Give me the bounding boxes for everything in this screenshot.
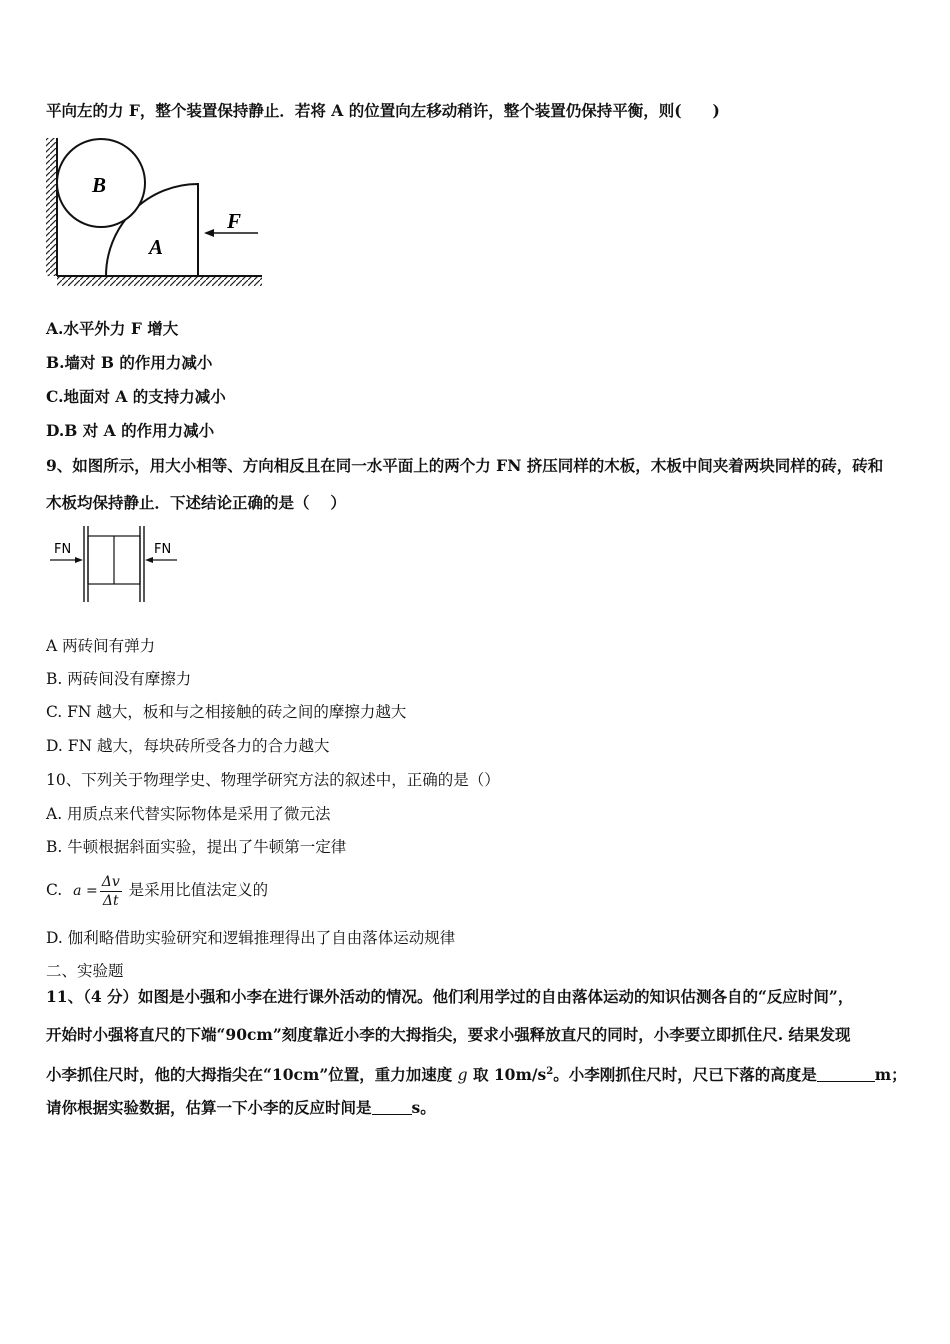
q11-line2: 开始时小强将直尺的下端“90cm”刻度靠近小李的大拇指尖，要求小强释放直尺的同时，小李要立即抓住尺. 结果发现 bbox=[46, 1025, 851, 1044]
q10-option-c-suffix: 是采用比值法定义的 bbox=[128, 881, 269, 899]
q10-option-c bbox=[46, 870, 268, 911]
left-force-head bbox=[75, 557, 83, 563]
q9-option-a: A 两砖间有弹力 bbox=[46, 637, 156, 655]
q9-option-b: B. 两砖间没有摩擦力 bbox=[46, 670, 192, 688]
q11-line4 bbox=[46, 1097, 436, 1119]
q10-option-b: B. 牛顿根据斜面实验，提出了牛顿第一定律 bbox=[46, 838, 347, 856]
q10-option-c-prefix: C. bbox=[46, 881, 63, 899]
q8-figure bbox=[44, 136, 269, 288]
q9-option-d: D. FN 越大，每块砖所受各力的合力越大 bbox=[46, 737, 330, 755]
floor-hatch bbox=[57, 277, 262, 286]
q10-formula-denominator: Δt bbox=[102, 892, 119, 909]
right-force-label: FN bbox=[154, 542, 172, 557]
q9-figure bbox=[46, 524, 181, 604]
q8-option-b: B.墙对 B 的作用力减小 bbox=[46, 353, 213, 372]
q11-gravity-symbol: g bbox=[457, 1066, 468, 1084]
q11-line3-a: 小李抓住尺时，他的大拇指尖在“10cm”位置，重力加速度 bbox=[46, 1065, 453, 1084]
q10-formula-numerator: Δv bbox=[101, 873, 120, 890]
q11-time-blank[interactable] bbox=[372, 1098, 412, 1115]
q8-option-d: D.B 对 A 的作用力减小 bbox=[46, 421, 215, 440]
q9-option-c: C. FN 越大，板和与之相接触的砖之间的摩擦力越大 bbox=[46, 703, 407, 721]
q10-formula-lhs: a = bbox=[73, 883, 98, 899]
q9-stem-line1: 9、如图所示，用大小相等、方向相反且在同一水平面上的两个力 FN 挤压同样的木板，木板中间夹着两块同样的砖，砖和 bbox=[46, 456, 884, 475]
label-a: A bbox=[149, 235, 164, 259]
q11-height-blank[interactable] bbox=[817, 1065, 875, 1082]
q11-line3-d: m； bbox=[874, 1065, 907, 1084]
q8-stem: 平向左的力 F，整个装置保持静止．若将 A 的位置向左移动稍许，整个装置仍保持平衡，则( ) bbox=[46, 101, 720, 120]
q10-option-d: D. 伽利略借助实验研究和逻辑推理得出了自由落体运动规律 bbox=[46, 929, 456, 947]
force-arrow-head bbox=[204, 229, 214, 237]
q10-option-a: A. 用质点来代替实际物体是采用了微元法 bbox=[46, 805, 331, 823]
q8-option-c: C.地面对 A 的支持力减小 bbox=[46, 387, 226, 406]
q11-line4-a: 请你根据实验数据，估算一下小李的反应时间是 bbox=[46, 1098, 372, 1117]
q11-line3 bbox=[46, 1061, 907, 1086]
q11-line1: 11、（4 分）如图是小强和小李在进行课外活动的情况。他们利用学过的自由落体运动的知识估测各自的“反应时间”， bbox=[46, 987, 854, 1006]
q10-stem: 10、下列关于物理学史、物理学研究方法的叙述中，正确的是（） bbox=[46, 771, 500, 789]
q11-line3-c: 。小李刚抓住尺时，尺已下落的高度是 bbox=[553, 1065, 817, 1084]
section-title: 二、实验题 bbox=[46, 962, 124, 980]
wall-hatch bbox=[46, 138, 56, 276]
label-f: F bbox=[227, 209, 242, 233]
q8-option-a: A.水平外力 F 增大 bbox=[46, 319, 179, 338]
left-force-label: FN bbox=[54, 542, 72, 557]
q11-line3-b: 取 10m/s bbox=[473, 1065, 547, 1084]
q11-line3-sup: 2 bbox=[546, 1066, 554, 1077]
q11-line4-b: s。 bbox=[411, 1098, 436, 1117]
right-force-head bbox=[145, 557, 153, 563]
q10-formula-fraction bbox=[100, 873, 122, 910]
q9-stem-line2: 木板均保持静止．下述结论正确的是（ ） bbox=[46, 493, 346, 512]
label-b: B bbox=[92, 173, 107, 197]
